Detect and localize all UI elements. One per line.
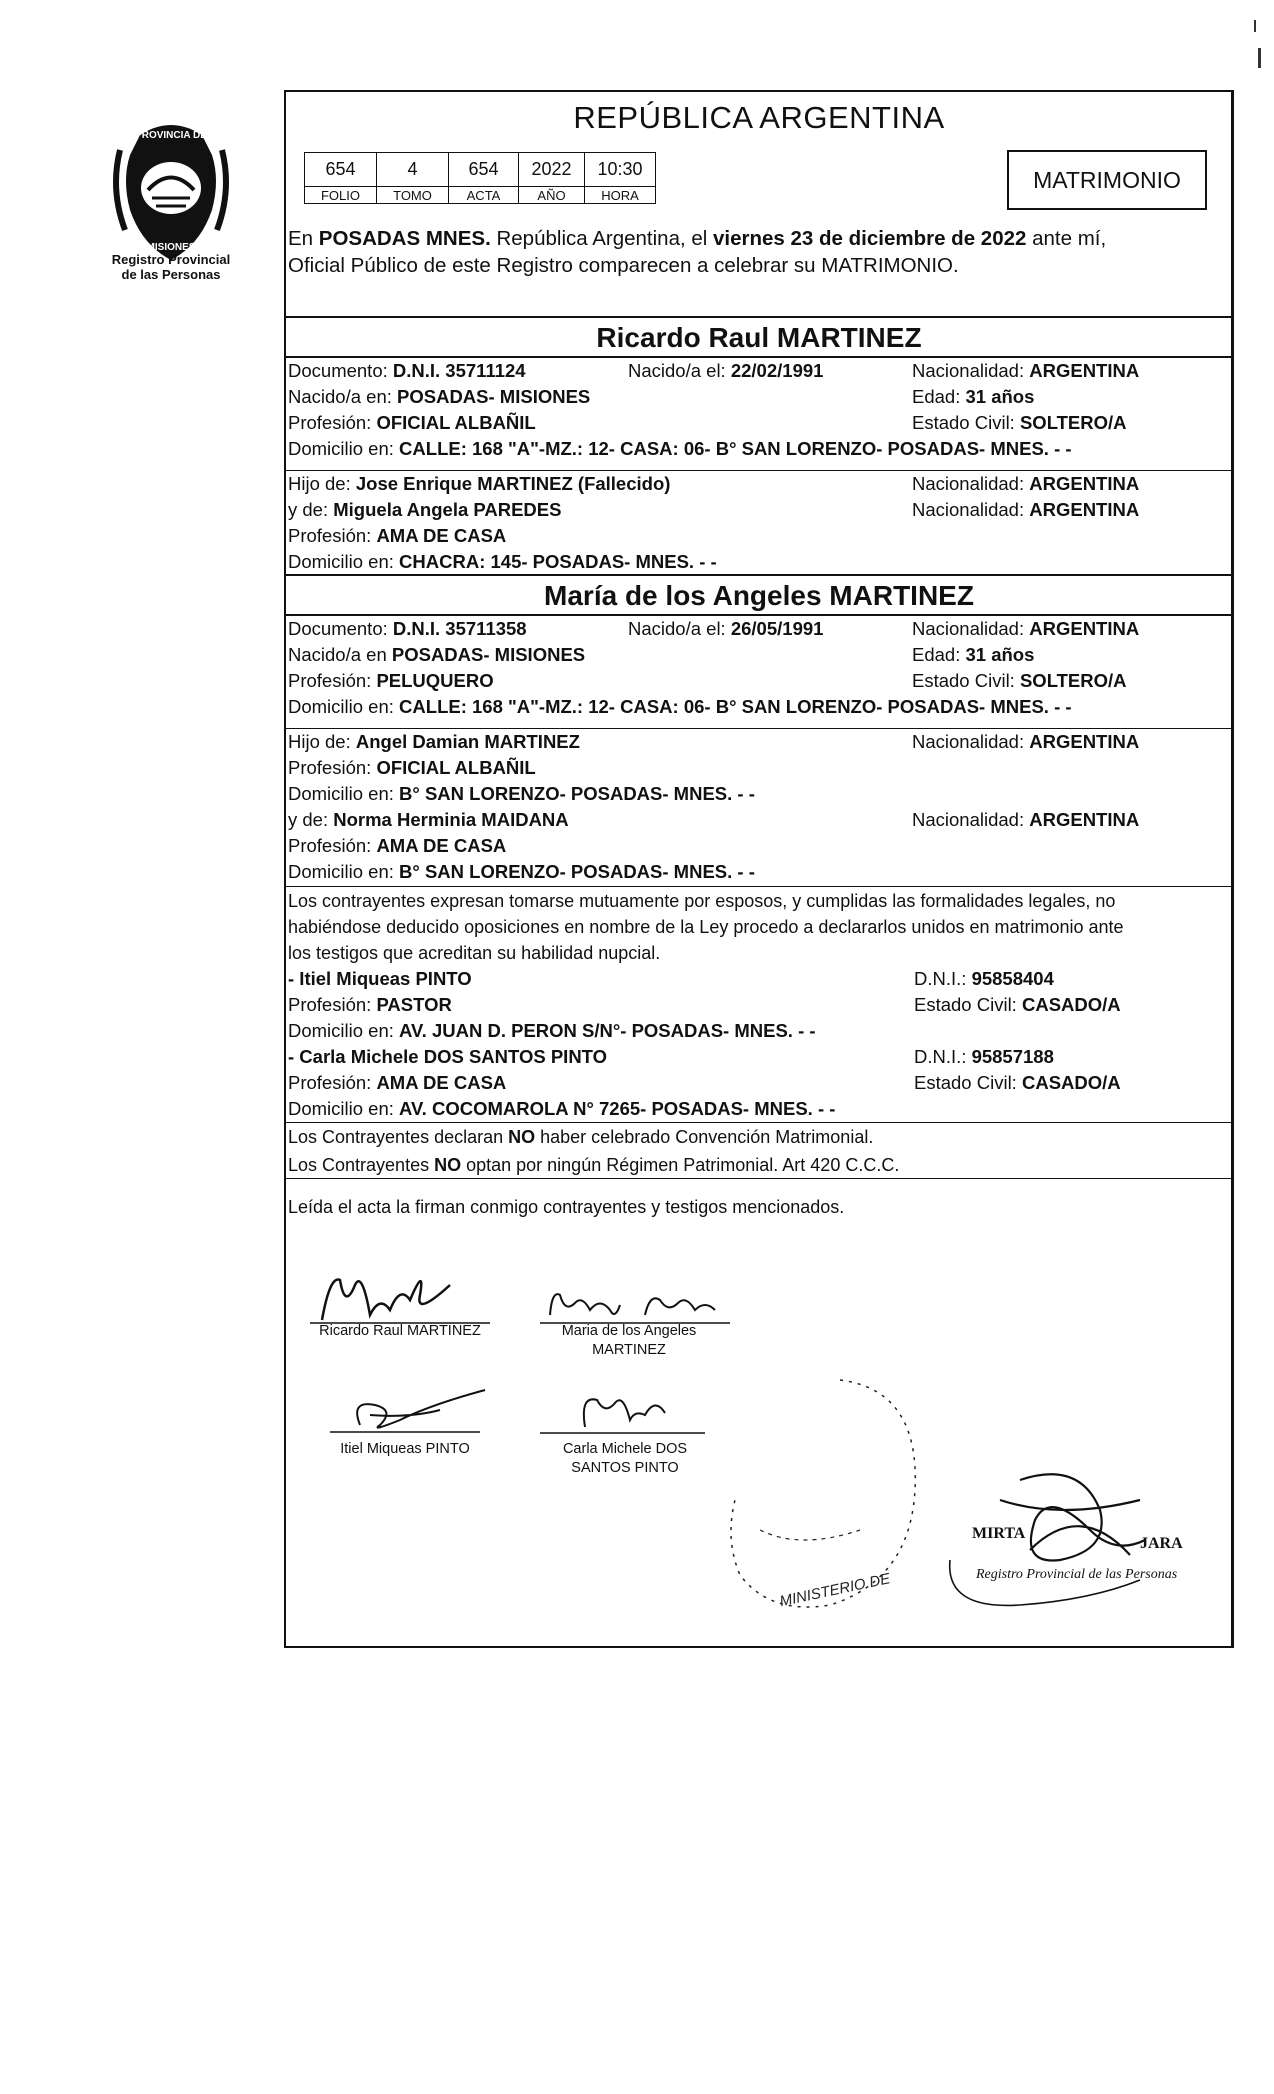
label: D.N.I.: bbox=[914, 1046, 972, 1067]
declaration-line-1: Los contrayentes expresan tomarse mutuamente por esposos, y cumplidas las formalidades legales, no bbox=[288, 891, 1116, 911]
logo-caption-line2: de las Personas bbox=[121, 267, 221, 282]
label: Nacionalidad: bbox=[912, 360, 1030, 381]
label: Nacionalidad: bbox=[912, 809, 1030, 830]
value: ARGENTINA bbox=[1029, 473, 1140, 494]
label: Hijo de: bbox=[288, 731, 356, 752]
value: OFICIAL ALBAÑIL bbox=[376, 412, 536, 433]
spouse1-father-nat bbox=[912, 471, 1139, 497]
value: Miguela Angela PAREDES bbox=[333, 499, 562, 520]
intro-text: República Argentina, el bbox=[490, 227, 714, 250]
label: Documento: bbox=[288, 618, 393, 639]
value: 95857188 bbox=[971, 1046, 1054, 1067]
label: Estado Civil: bbox=[914, 994, 1022, 1015]
spouse1-born bbox=[288, 384, 590, 410]
value: 22/02/1991 bbox=[730, 360, 824, 381]
spouse1-civil bbox=[912, 410, 1127, 436]
act-type-box: MATRIMONIO bbox=[1007, 150, 1207, 210]
value: AV. COCOMAROLA N° 7265- POSADAS- MNES. - - bbox=[399, 1098, 836, 1119]
scan-mark bbox=[1258, 48, 1261, 68]
value: PASTOR bbox=[376, 994, 452, 1015]
value: - Carla Michele DOS SANTOS PINTO bbox=[288, 1046, 608, 1067]
label: Profesión: bbox=[288, 525, 377, 546]
label: Documento: bbox=[288, 360, 393, 381]
value: D.N.I. 35711358 bbox=[392, 618, 527, 639]
spouse1-mother-nat bbox=[912, 497, 1139, 523]
spouse2-civil bbox=[912, 668, 1127, 694]
value: ARGENTINA bbox=[1029, 360, 1140, 381]
ano-value: 2022 bbox=[519, 153, 585, 187]
value: CALLE: 168 "A"-MZ.: 12- CASA: 06- B° SAN LORENZO- POSADAS- MNES. - - bbox=[399, 438, 1072, 459]
signature-caption-3: Itiel Miqueas PINTO bbox=[340, 1441, 470, 1457]
label: Nacionalidad: bbox=[912, 473, 1030, 494]
value: SOLTERO/A bbox=[1019, 670, 1127, 691]
witness1-name bbox=[288, 966, 472, 992]
spouse2-mother-nat bbox=[912, 807, 1139, 833]
label: Domicilio en: bbox=[288, 861, 400, 882]
value: 31 años bbox=[965, 386, 1035, 407]
spouse2-doc bbox=[288, 616, 527, 642]
scan-mark bbox=[1254, 20, 1256, 32]
spouse2-nat bbox=[912, 616, 1139, 642]
signature-itiel bbox=[320, 1380, 490, 1440]
label: Profesión: bbox=[288, 670, 377, 691]
intro-date: viernes 23 de diciembre de 2022 bbox=[713, 227, 1027, 250]
label: Domicilio en: bbox=[288, 438, 400, 459]
value: ARGENTINA bbox=[1029, 809, 1140, 830]
spouse1-age bbox=[912, 384, 1034, 410]
intro-text: En bbox=[288, 227, 319, 250]
label: Estado Civil: bbox=[914, 1072, 1022, 1093]
value: ARGENTINA bbox=[1029, 499, 1140, 520]
label: Domicilio en: bbox=[288, 551, 400, 572]
ministry-stamp-icon bbox=[720, 1370, 930, 1630]
spouse1-parents-addr bbox=[288, 549, 717, 575]
value: OFICIAL ALBAÑIL bbox=[376, 757, 536, 778]
signature-caption-1: Ricardo Raul MARTINEZ bbox=[319, 1323, 481, 1339]
value: SOLTERO/A bbox=[1019, 412, 1127, 433]
logo-text-top: PROVINCIA DE bbox=[135, 130, 207, 141]
value: CASADO/A bbox=[1021, 994, 1121, 1015]
page-title: REPÚBLICA ARGENTINA bbox=[573, 100, 945, 135]
spouse2-addr bbox=[288, 694, 1072, 720]
label: Edad: bbox=[912, 386, 966, 407]
spouse1-addr bbox=[288, 436, 1072, 462]
spouse2-father-addr bbox=[288, 781, 755, 807]
spouse1-nat bbox=[912, 358, 1139, 384]
value: B° SAN LORENZO- POSADAS- MNES. - - bbox=[399, 783, 755, 804]
value: 26/05/1991 bbox=[730, 618, 824, 639]
witness1-civil bbox=[914, 992, 1121, 1018]
value: B° SAN LORENZO- POSADAS- MNES. - - bbox=[399, 861, 755, 882]
label: Profesión: bbox=[288, 757, 377, 778]
acta-value: 654 bbox=[449, 153, 519, 187]
witness2-dni bbox=[914, 1044, 1054, 1070]
value: POSADAS- MISIONES bbox=[397, 386, 591, 407]
spouse2-age bbox=[912, 642, 1034, 668]
label: Profesión: bbox=[288, 412, 377, 433]
acta-label: ACTA bbox=[449, 187, 519, 204]
logo-text-bottom: MISIONES bbox=[146, 242, 196, 253]
logo-caption-line1: Registro Provincial bbox=[111, 252, 231, 267]
spouse1-name: Ricardo Raul MARTINEZ bbox=[596, 322, 922, 353]
value: ARGENTINA bbox=[1029, 731, 1140, 752]
value: 95858404 bbox=[971, 968, 1054, 989]
value: - Itiel Miqueas PINTO bbox=[288, 968, 472, 989]
label: Nacido/a en bbox=[288, 644, 392, 665]
witness1-addr bbox=[288, 1018, 816, 1044]
value: D.N.I. 35711124 bbox=[392, 360, 526, 381]
label: y de: bbox=[288, 499, 334, 520]
witness2-prof bbox=[288, 1070, 506, 1096]
signature-caption-4b: SANTOS PINTO bbox=[571, 1460, 679, 1476]
label: Nacionalidad: bbox=[912, 499, 1030, 520]
ano-label: AÑO bbox=[519, 187, 585, 204]
text: NO bbox=[508, 1127, 536, 1147]
label: Estado Civil: bbox=[912, 670, 1020, 691]
spouse2-born bbox=[288, 642, 585, 668]
spouse1-father bbox=[288, 471, 670, 497]
spouse1-birth bbox=[628, 358, 823, 384]
intro-line-2: Oficial Público de este Registro comparecen a celebrar su MATRIMONIO. bbox=[288, 254, 959, 277]
official-signature bbox=[940, 1460, 1200, 1610]
spouse2-prof bbox=[288, 668, 494, 694]
label: Nacido/a en: bbox=[288, 386, 398, 407]
hora-value: 10:30 bbox=[585, 153, 656, 187]
spouse2-father bbox=[288, 729, 580, 755]
label: Hijo de: bbox=[288, 473, 356, 494]
divider bbox=[284, 886, 1234, 887]
label: Domicilio en: bbox=[288, 783, 400, 804]
spouse2-father-nat bbox=[912, 729, 1139, 755]
hora-label: HORA bbox=[585, 187, 656, 204]
value: Norma Herminia MAIDANA bbox=[333, 809, 569, 830]
tomo-value: 4 bbox=[377, 153, 449, 187]
value: AMA DE CASA bbox=[376, 525, 507, 546]
value: Angel Damian MARTINEZ bbox=[355, 731, 580, 752]
value: AMA DE CASA bbox=[376, 835, 507, 856]
stamp-text: MINISTERIO DE bbox=[778, 1570, 892, 1611]
official-name-b: JARA bbox=[1140, 1535, 1183, 1552]
intro-city: POSADAS MNES. bbox=[318, 227, 491, 250]
spouse1-doc bbox=[288, 358, 526, 384]
label: y de: bbox=[288, 809, 334, 830]
signature-caption-4 bbox=[540, 1440, 710, 1478]
spouse1-prof bbox=[288, 410, 536, 436]
divider bbox=[284, 316, 1234, 318]
label: Nacido/a el: bbox=[628, 618, 731, 639]
label: Profesión: bbox=[288, 994, 377, 1015]
regime-line-1 bbox=[288, 1124, 873, 1150]
value: 31 años bbox=[965, 644, 1035, 665]
text: optan por ningún Régimen Patrimonial. Art 420 C.C.C. bbox=[461, 1155, 900, 1175]
label: Nacionalidad: bbox=[912, 731, 1030, 752]
folio-label: FOLIO bbox=[305, 187, 377, 204]
intro-line-1 bbox=[288, 225, 1228, 252]
logo-caption bbox=[96, 252, 246, 282]
spouse2-father-prof bbox=[288, 755, 536, 781]
label: Nacionalidad: bbox=[912, 618, 1030, 639]
signature-caption-2b: MARTINEZ bbox=[592, 1342, 666, 1358]
spouse1-mother-prof bbox=[288, 523, 506, 549]
witness1-dni bbox=[914, 966, 1054, 992]
intro-text: ante mí, bbox=[1026, 227, 1107, 250]
declaration-line-3: los testigos que acreditan su habilidad nupcial. bbox=[288, 943, 661, 963]
divider bbox=[284, 1122, 1234, 1123]
value: POSADAS- MISIONES bbox=[391, 644, 586, 665]
value: Jose Enrique MARTINEZ (Fallecido) bbox=[355, 473, 671, 494]
value: CHACRA: 145- POSADAS- MNES. - - bbox=[399, 551, 717, 572]
text: haber celebrado Convención Matrimonial. bbox=[535, 1127, 874, 1147]
value: CASADO/A bbox=[1021, 1072, 1121, 1093]
label: Domicilio en: bbox=[288, 1098, 400, 1119]
registry-table bbox=[304, 152, 656, 204]
label: Profesión: bbox=[288, 835, 377, 856]
official-title: Registro Provincial de las Personas bbox=[976, 1567, 1178, 1582]
witness2-addr bbox=[288, 1096, 835, 1122]
label: Domicilio en: bbox=[288, 696, 400, 717]
label: Nacido/a el: bbox=[628, 360, 731, 381]
witness1-prof bbox=[288, 992, 452, 1018]
signature-caption-2a: Maria de los Angeles bbox=[561, 1323, 697, 1339]
spouse2-mother bbox=[288, 807, 569, 833]
tomo-label: TOMO bbox=[377, 187, 449, 204]
divider bbox=[284, 1178, 1234, 1179]
label: D.N.I.: bbox=[914, 968, 972, 989]
witness2-civil bbox=[914, 1070, 1121, 1096]
value: CALLE: 168 "A"-MZ.: 12- CASA: 06- B° SAN LORENZO- POSADAS- MNES. - - bbox=[399, 696, 1072, 717]
text: NO bbox=[434, 1155, 462, 1175]
spouse2-mother-addr bbox=[288, 859, 755, 885]
label: Profesión: bbox=[288, 1072, 377, 1093]
closing-text: Leída el acta la firman conmigo contrayentes y testigos mencionados. bbox=[288, 1197, 845, 1217]
value: ARGENTINA bbox=[1029, 618, 1140, 639]
text: Los Contrayentes bbox=[288, 1155, 435, 1175]
spouse2-name: María de los Angeles MARTINEZ bbox=[544, 580, 974, 611]
regime-line-2 bbox=[288, 1152, 899, 1178]
spouse2-birth bbox=[628, 616, 823, 642]
signature-caption-2 bbox=[524, 1322, 734, 1360]
folio-value: 654 bbox=[305, 153, 377, 187]
value: AMA DE CASA bbox=[376, 1072, 507, 1093]
value: AV. JUAN D. PERON S/N°- POSADAS- MNES. - - bbox=[399, 1020, 816, 1041]
declaration-line-2: habiéndose deducido oposiciones en nombre de la Ley procedo a declararlos unidos en matrimonio ante bbox=[288, 917, 1124, 937]
signature-carla bbox=[535, 1385, 710, 1440]
value: PELUQUERO bbox=[376, 670, 494, 691]
label: Edad: bbox=[912, 644, 966, 665]
official-name-a: MIRTA bbox=[972, 1525, 1026, 1542]
spouse1-mother bbox=[288, 497, 561, 523]
witness2-name bbox=[288, 1044, 607, 1070]
text: Los Contrayentes declaran bbox=[288, 1127, 509, 1147]
label: Estado Civil: bbox=[912, 412, 1020, 433]
label: Domicilio en: bbox=[288, 1020, 400, 1041]
spouse2-mother-prof bbox=[288, 833, 506, 859]
signature-caption-4a: Carla Michele DOS bbox=[562, 1441, 688, 1457]
